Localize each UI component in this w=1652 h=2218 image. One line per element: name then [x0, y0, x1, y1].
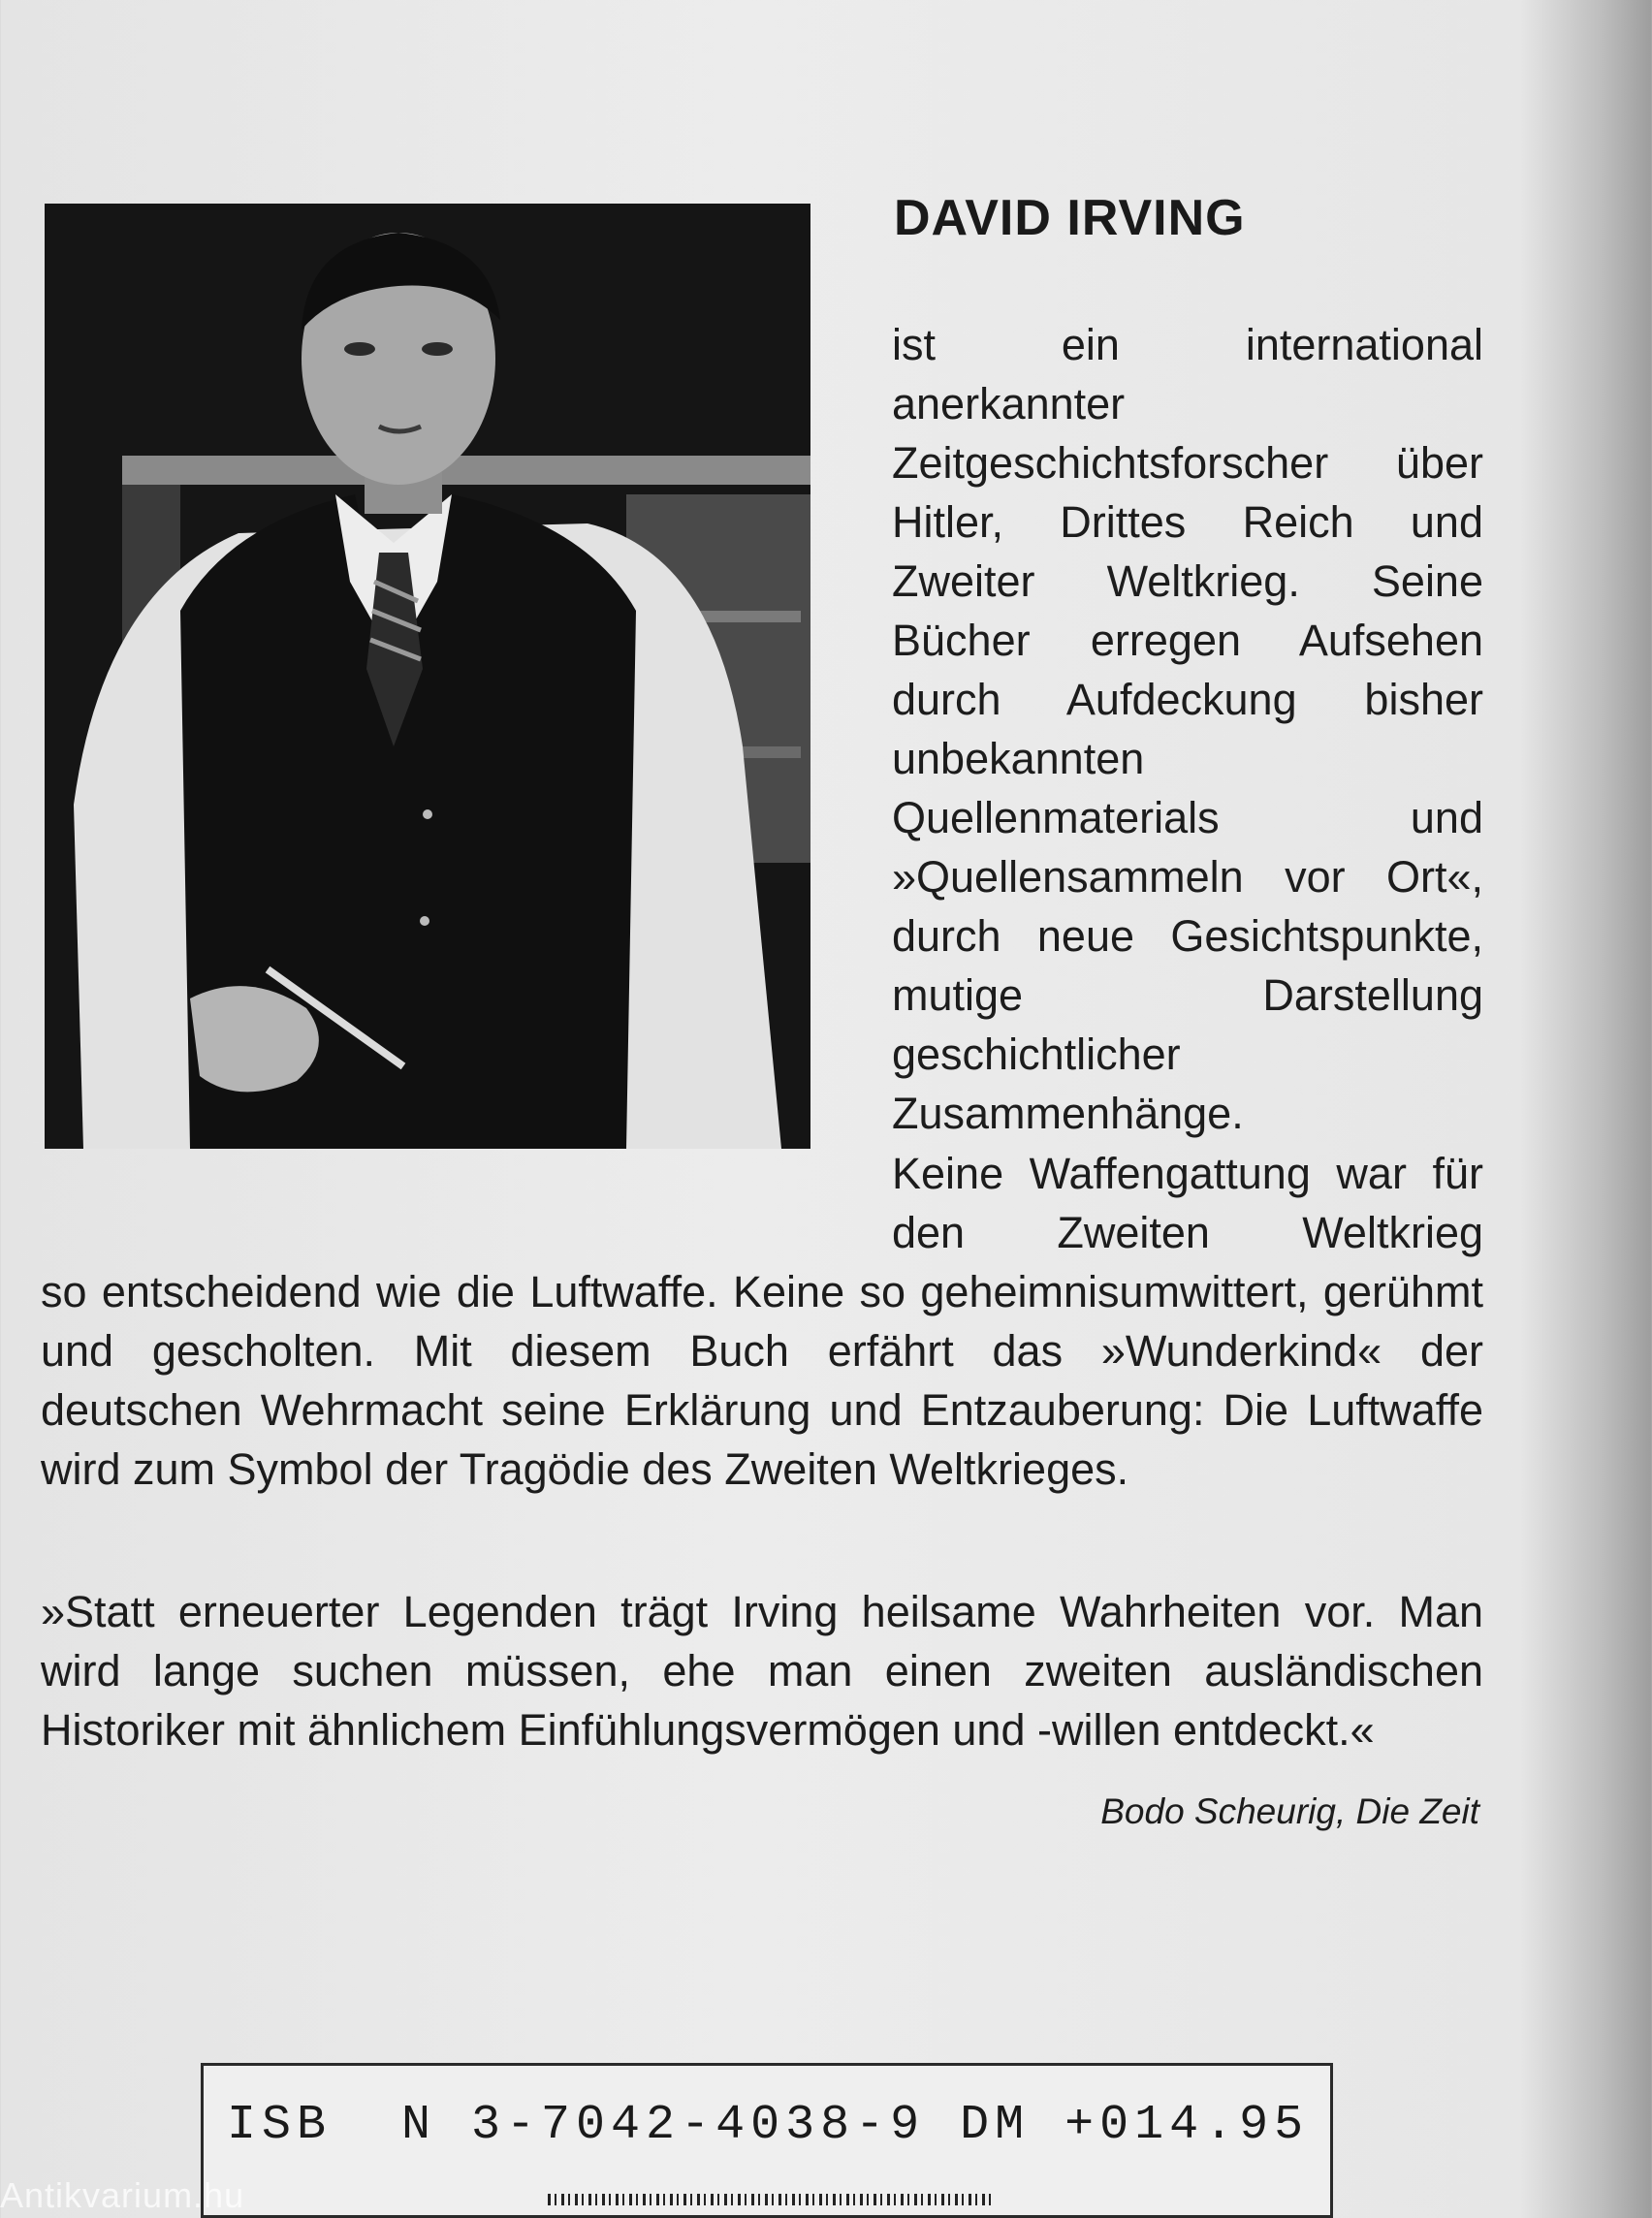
watermark: Antikvarium.hu [0, 2175, 245, 2215]
review-attribution: Bodo Scheurig, Die Zeit [1100, 1791, 1479, 1831]
isbn-price-line: ISB N 3-7042-4038-9 DM +014.95 [227, 2098, 1310, 2153]
description-start: Keine Waffengattung war für den Zweiten Weltkrieg [892, 1149, 1483, 1257]
author-name: DAVID IRVING [894, 190, 1246, 246]
barcode [548, 2194, 994, 2205]
author-bio: ist ein international anerkannter Zeitgeschichtsforscher über Hitler, Drittes Reich und Zweiter Weltkrieg. Seine Bücher erregen Aufsehen durch Aufdeckung bisher unbekannten Quellenmaterials und »Quellensammeln vor Ort«, durch neue Gesichtspunkte, mutige Darstellung geschichtlicher Zusammenhänge. [892, 320, 1483, 1138]
author-photo [45, 204, 810, 1149]
description-text: so entscheidend wie die Luftwaffe. Keine so geheimnisumwittert, gerühmt und gescholten. Mit diesem Buch erfährt das »Wunderkind« der deutschen Wehrmacht seine Erklärung und Entzauberung: Die Luftwaffe wird zum Symbol der Tragödie des Zweiten Weltkrieges. [41, 1267, 1483, 1494]
isbn-box [201, 2063, 1333, 2218]
author-portrait-image [45, 204, 810, 1149]
review-quote: »Statt erneuerter Legenden trägt Irving heilsame Wahrheiten vor. Man wird lange suchen müssen, ehe man einen zweiten ausländischen Historiker mit ähnlichem Einfühlungsvermögen und -willen entdeckt.« [41, 1587, 1483, 1755]
